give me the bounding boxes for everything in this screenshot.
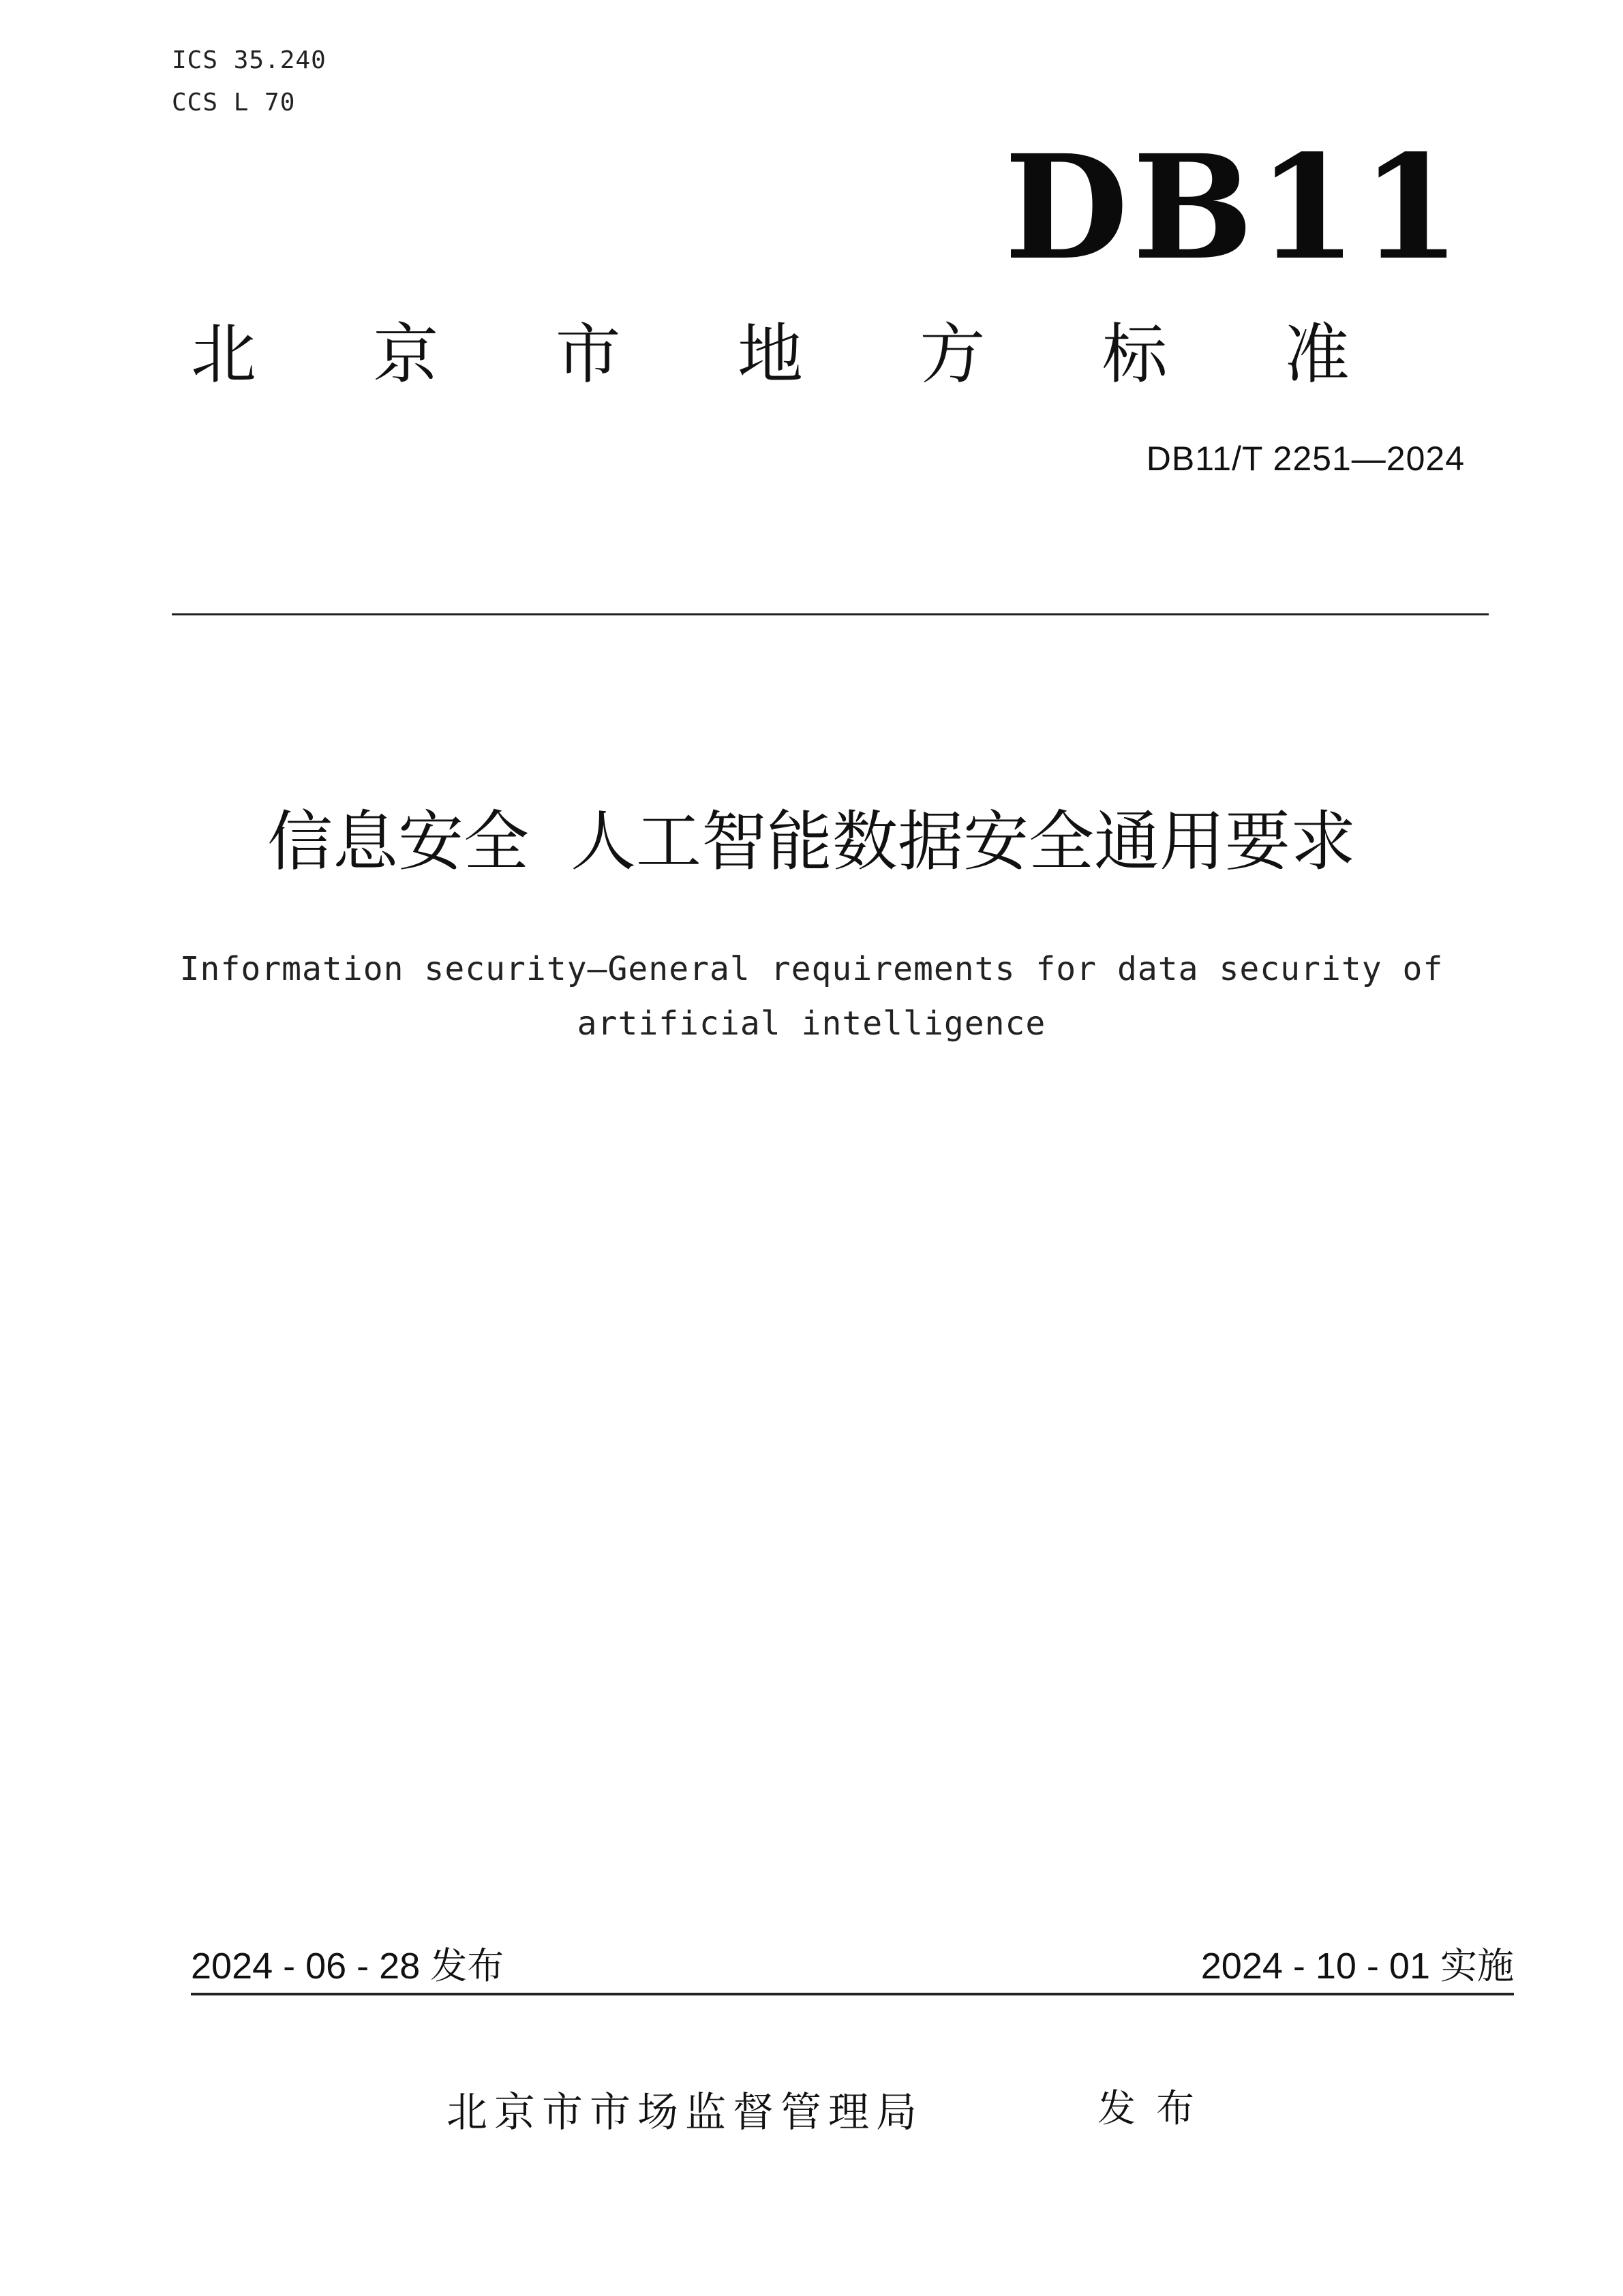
standard-type-char: 市 [555, 316, 621, 393]
ccs-code: CCS L 70 [172, 89, 296, 117]
standard-type-heading [191, 313, 1350, 395]
english-title-line: Information security—General requirements for data security of [179, 950, 1444, 988]
issuing-authority: 北京市市场监督管理局 [446, 2089, 924, 2137]
issuing-action: 发布 [1097, 2087, 1215, 2131]
document-title-english [0, 942, 1623, 1051]
standard-type-char: 准 [1284, 316, 1350, 393]
standard-type-char: 北 [191, 316, 256, 393]
standard-type-char: 地 [737, 316, 803, 393]
standard-type-char: 方 [920, 316, 986, 393]
classification-codes [172, 40, 327, 124]
publish-date: 2024 - 06 - 28 发布 [191, 1946, 504, 1987]
implementation-date: 2024 - 10 - 01 实施 [1200, 1946, 1514, 1987]
footer-divider [191, 1993, 1514, 1995]
standard-type-char: 标 [1102, 316, 1168, 393]
standard-type-char: 京 [373, 316, 439, 393]
standard-mark: DB11 [1004, 123, 1465, 292]
english-title-line: artificial intelligence [577, 1005, 1046, 1043]
document-title-chinese: 信息安全 人工智能数据安全通用要求 [267, 803, 1356, 880]
header-divider [172, 613, 1489, 615]
standard-number: DB11/T 2251—2024 [1146, 440, 1465, 478]
ics-code: ICS 35.240 [172, 46, 327, 74]
